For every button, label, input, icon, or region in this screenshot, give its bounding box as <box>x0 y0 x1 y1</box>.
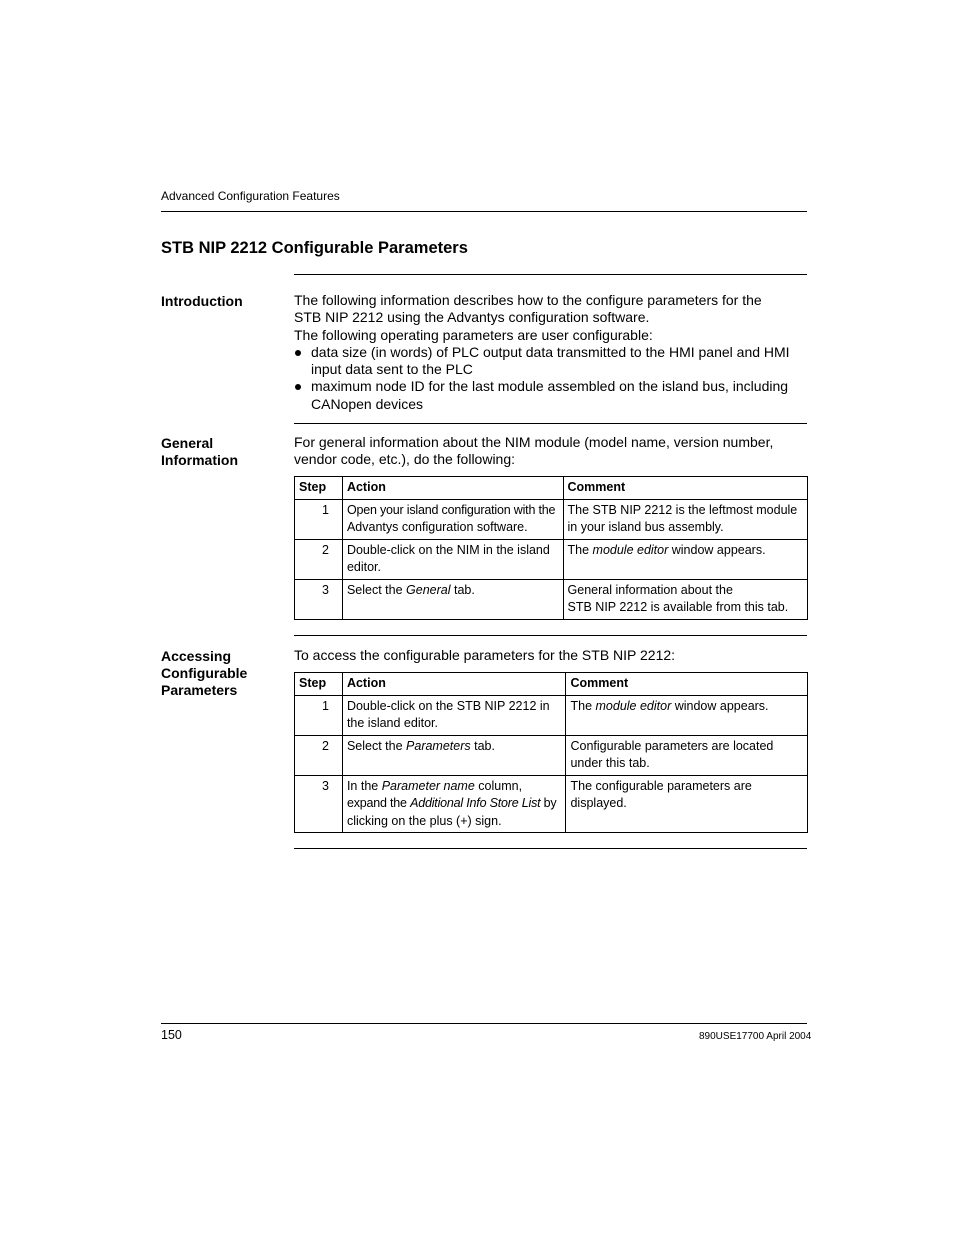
comment-cell <box>566 735 808 775</box>
parameter-list <box>294 344 804 413</box>
introduction-heading: Introduction <box>161 293 243 309</box>
cell-line: Double-click on the STB NIP 2212 in <box>346 698 550 713</box>
general-information-table <box>294 476 808 620</box>
cell-line: Advantys configuration software. <box>346 520 528 534</box>
cell-text: window appears. <box>668 542 766 557</box>
cell-emphasis: Parameters <box>406 738 471 753</box>
cell-text: column, <box>474 778 523 793</box>
cell-line: STB NIP 2212 is available from this tab. <box>567 600 789 614</box>
table-row <box>295 579 808 619</box>
comment-cell <box>566 695 808 735</box>
step-cell: 2 <box>295 539 343 579</box>
cell-line <box>347 795 562 813</box>
list-item-text: data size (in words) of PLC output data transmitted to the HMI panel and HMI <box>311 343 790 360</box>
accessing-parameters-table <box>294 672 808 833</box>
cell-text: tab. <box>450 582 475 597</box>
cell-emphasis: module editor <box>595 698 672 713</box>
cell-line: The STB NIP 2212 is the leftmost module <box>567 502 798 517</box>
cell-line: clicking on the plus (+) sign. <box>346 813 502 828</box>
cell-line: General information about the <box>567 582 733 597</box>
column-header-step: Step <box>295 673 343 696</box>
action-cell <box>342 695 566 735</box>
cell-line: in your island bus assembly. <box>567 520 724 534</box>
comment-cell <box>566 775 808 833</box>
list-item <box>294 344 804 379</box>
section-divider <box>294 423 807 424</box>
comment-cell <box>563 539 807 579</box>
table-row <box>295 539 808 579</box>
cell-text: tab. <box>470 738 495 753</box>
table-row <box>295 499 808 539</box>
step-cell: 3 <box>295 775 343 833</box>
footer-rule <box>161 1023 807 1024</box>
intro-line: vendor code, etc.), do the following: <box>294 451 516 468</box>
heading-line: Configurable <box>161 665 248 681</box>
general-information-heading <box>161 435 238 469</box>
cell-text: In the <box>346 778 382 793</box>
table-row <box>295 775 808 833</box>
cell-text: Select the <box>346 738 407 753</box>
action-cell <box>342 775 566 833</box>
cell-line: Double-click on the NIM in the island <box>346 542 550 557</box>
section-divider <box>294 635 807 636</box>
list-item-text: input data sent to the PLC <box>311 361 473 378</box>
heading-line: Parameters <box>161 682 238 698</box>
table-row <box>295 735 808 775</box>
action-cell <box>342 735 566 775</box>
step-cell: 3 <box>295 579 343 619</box>
section-divider <box>294 848 807 849</box>
list-item <box>294 378 804 413</box>
cell-emphasis: module editor <box>592 542 669 557</box>
header-rule <box>161 211 807 212</box>
cell-text: window appears. <box>671 698 769 713</box>
heading-line: Accessing <box>161 648 232 664</box>
comment-cell <box>563 499 807 539</box>
cell-text: by <box>540 796 557 810</box>
intro-line: For general information about the NIM module (model name, version number, <box>294 434 774 450</box>
cell-line: Open your island configuration with the <box>346 502 556 517</box>
section-divider <box>294 274 807 275</box>
list-item-text: maximum node ID for the last module assembled on the island bus, including <box>311 378 789 395</box>
cell-line: The configurable parameters are <box>570 778 752 793</box>
column-header-step: Step <box>295 477 343 500</box>
cell-text: The <box>570 698 596 713</box>
cell-line: displayed. <box>570 796 627 810</box>
cell-emphasis: Parameter name <box>381 778 475 793</box>
action-cell <box>342 499 563 539</box>
column-header-action: Action <box>342 477 563 500</box>
running-header: Advanced Configuration Features <box>161 189 340 203</box>
cell-line <box>347 778 562 796</box>
cell-emphasis: General <box>406 582 451 597</box>
action-cell <box>342 579 563 619</box>
table-row <box>295 695 808 735</box>
page-title: STB NIP 2212 Configurable Parameters <box>161 239 468 257</box>
column-header-comment: Comment <box>566 673 808 696</box>
column-header-comment: Comment <box>563 477 807 500</box>
list-item-text: CANopen devices <box>311 395 424 412</box>
step-cell: 1 <box>295 695 343 735</box>
cell-emphasis: Additional Info Store List <box>410 796 541 810</box>
cell-line: editor. <box>346 560 382 574</box>
table-header-row <box>295 673 808 696</box>
heading-line: Information <box>161 452 238 468</box>
comment-cell <box>563 579 807 619</box>
document-id: 890USE17700 April 2004 <box>699 1031 812 1042</box>
intro-line: STB NIP 2212 using the Advantys configuration software. <box>294 309 650 326</box>
intro-line: The following operating parameters are user configurable: <box>294 326 653 343</box>
accessing-intro: To access the configurable parameters for the STB NIP 2212: <box>294 647 676 663</box>
general-information-intro <box>294 434 804 469</box>
intro-line: The following information describes how to the configure parameters for the <box>294 292 762 308</box>
cell-text: The <box>567 542 593 557</box>
accessing-parameters-heading <box>161 648 247 699</box>
introduction-body <box>294 292 804 413</box>
cell-text: expand the <box>346 796 411 810</box>
cell-line: Configurable parameters are located <box>570 738 774 753</box>
action-cell <box>342 539 563 579</box>
cell-line: the island editor. <box>346 716 438 730</box>
cell-line: under this tab. <box>570 756 650 770</box>
step-cell: 2 <box>295 735 343 775</box>
step-cell: 1 <box>295 499 343 539</box>
column-header-action: Action <box>342 673 566 696</box>
heading-line: General <box>161 435 214 451</box>
cell-text: Select the <box>346 582 407 597</box>
table-header-row <box>295 477 808 500</box>
page-number: 150 <box>161 1028 182 1042</box>
